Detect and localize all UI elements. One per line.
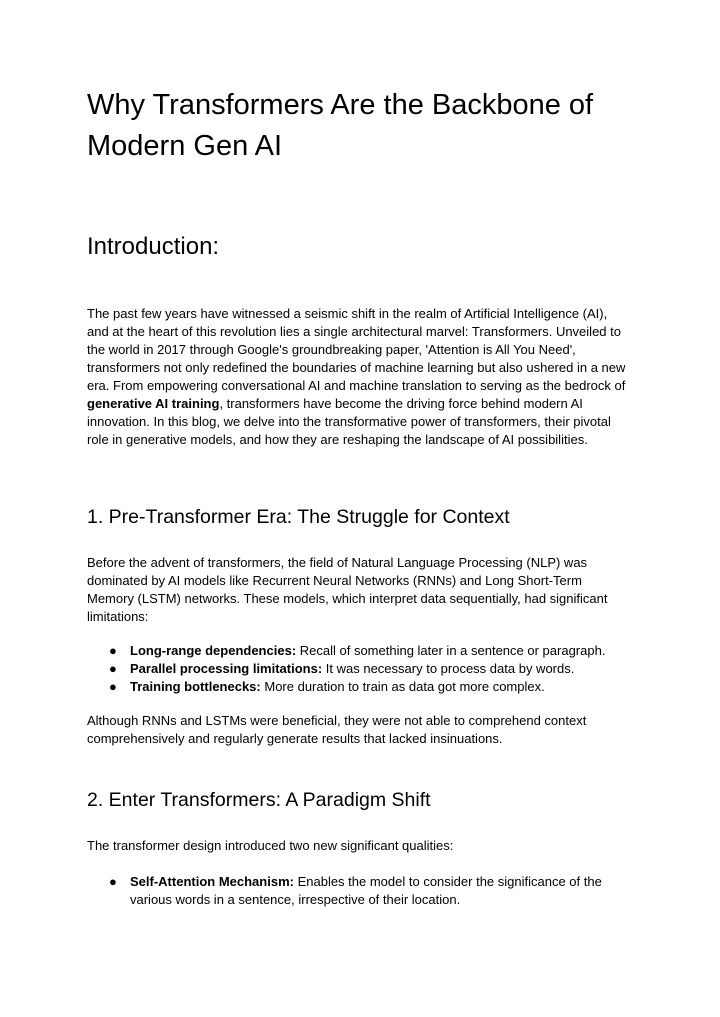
section-2-bullet-list [87,873,632,909]
section-1-heading: 1. Pre-Transformer Era: The Struggle for Context [87,506,510,528]
bullet-text: More duration to train as data got more complex. [260,679,545,694]
section-2-heading: 2. Enter Transformers: A Paradigm Shift [87,789,431,811]
list-item [87,873,632,909]
section-1-bullet-list [87,642,632,696]
bullet-icon: ● [109,679,117,694]
bullet-icon: ● [109,643,117,658]
introduction-paragraph [87,305,632,449]
section-1-paragraph: Before the advent of transformers, the field of Natural Language Processing (NLP) was dominated by AI models like Recurrent Neural Networks (RNNs) and Long Short-Term Memory (LSTM) networks. These models, which interpret data sequentially, had significant limitations: [87,555,608,624]
section-1-closing-paragraph: Although RNNs and LSTMs were beneficial, they were not able to comprehend context comprehensively and regularly generate results that lacked insinuations. [87,713,587,746]
introduction-heading: Introduction: [87,233,220,260]
intro-text-before: The past few years have witnessed a seismic shift in the realm of Artificial Intelligence (AI), and at the heart of this revolution lies a single architectural marvel: Transformers. Unveiled to the world in 2017 through Google's groundbreaking paper, 'Attention is All You Need', transformers not only redefined the boundaries of machine learning but also ushered in a new era. From empowering conversational AI and machine translation to serving as the bedrock of [87,306,626,393]
bullet-icon: ● [109,874,117,889]
list-item [87,660,632,678]
bullet-term: Training bottlenecks: [130,679,261,694]
intro-text-after: , transformers have become the driving force behind modern AI innovation. In this blog, we delve into the transformative power of transformers, their pivotal role in generative models, and how they are reshaping the landscape of AI possibilities. [87,396,611,447]
section-2-paragraph: The transformer design introduced two new significant qualities: [87,838,454,853]
bullet-term: Parallel processing limitations: [130,661,323,676]
bullet-text: Recall of something later in a sentence or paragraph. [296,643,606,658]
bullet-text: It was necessary to process data by words. [322,661,575,676]
bullet-term: Self-Attention Mechanism: [130,874,294,889]
list-item [87,678,632,696]
bullet-text: Enables the model to consider the significance of the various words in a sentence, irrespective of their location. [130,874,602,907]
bullet-icon: ● [109,661,117,676]
list-item [87,642,632,660]
page-title: Why Transformers Are the Backbone of Modern Gen AI [87,89,594,162]
bullet-term: Long-range dependencies: [130,643,297,658]
intro-bold-text: generative AI training [87,396,220,411]
